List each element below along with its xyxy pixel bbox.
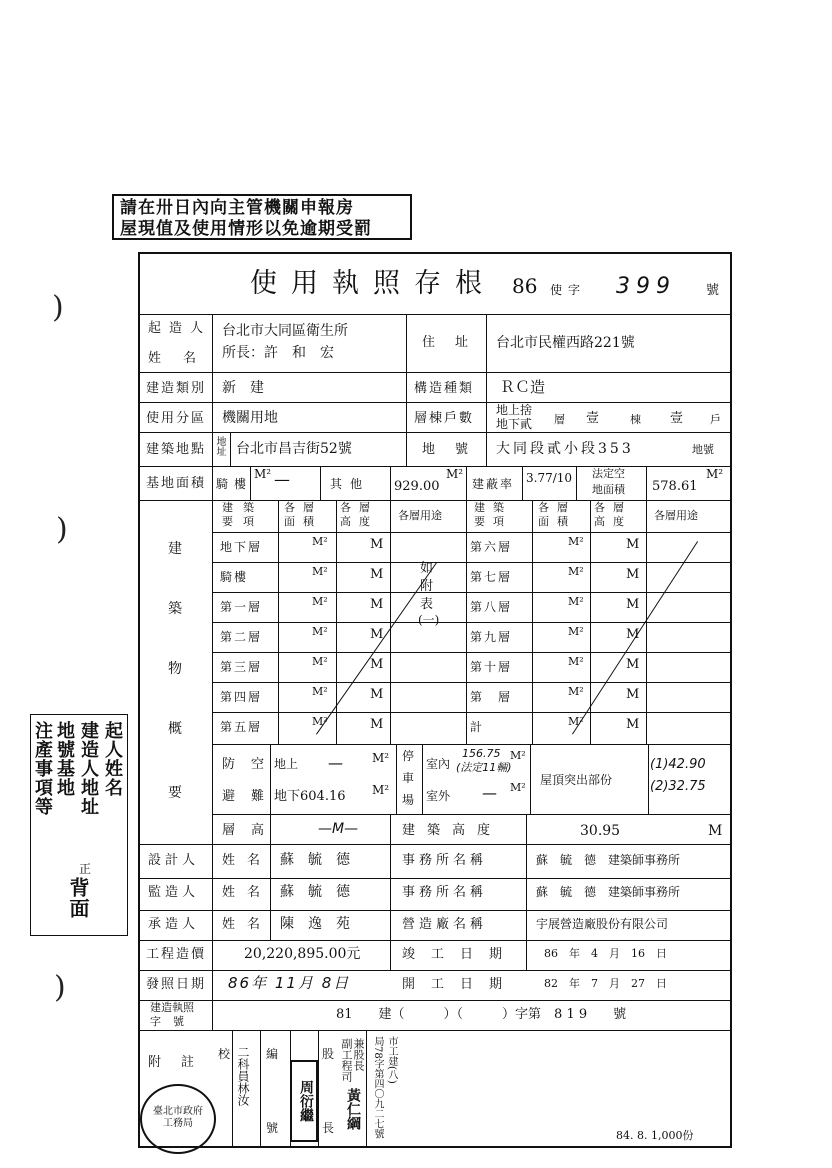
floor-left-height-unit: M [370,687,384,702]
floor-left-label: 第五層 [220,720,263,734]
contractor-name-label: 姓名 [222,917,273,932]
permit-form [138,252,732,1148]
ratio-label: 建蔽率 [472,477,515,491]
zone-label: 使用分區 [146,411,207,426]
floor-left-label: 第三層 [220,660,263,674]
remark-check: 校 [218,1047,231,1061]
height-label: 層高 [222,823,281,838]
arcade-unit: M² [254,467,272,481]
floor-left-height-unit: M [370,597,384,612]
supervisor-office: 蘇 毓 德 建築師事務所 [536,885,681,899]
side-note-back: 背面 [66,877,90,919]
margin-bracket: ) [54,970,66,1005]
floor-left-height-unit: M [370,567,384,582]
owner-name: 台北市大同區衛生所 [222,323,348,339]
start-label: 開工日期 [402,977,519,992]
margin-bracket: ) [56,512,68,547]
use-note-4: (一) [418,613,440,627]
arcade-value: — [274,470,290,489]
floor-right-height-unit: M [626,627,640,642]
structure-label: 構造種類 [414,381,475,396]
deputy-name: 黃仁綱 [345,1088,361,1130]
floor-right-label: 第六層 [470,540,513,554]
owner-label: 起造人 [148,321,212,336]
print-note: 84. 8. 1,000份 [616,1129,694,1142]
floor-left-area-unit: M² [312,685,328,698]
height-value: —M— [318,821,359,837]
seal-stamp [140,1084,216,1154]
parking-label-2: 車 [402,771,415,785]
notice-line-1: 請在卅日內向主管機關申報房 [120,198,354,218]
supervisor-name-label: 姓名 [222,885,273,900]
other-value: 929.00 [394,479,440,494]
lot-label: 地號 [422,442,489,457]
supervisor-label: 監造人 [148,885,200,900]
floor-right-height-unit: M [626,597,640,612]
structure-value: ＲＣ造 [500,378,546,396]
hdr-use: 各層用途 [398,509,442,522]
bldg-section-2: 築 [168,601,182,617]
bldg-count: 壹 [586,411,600,426]
permit-label-2: 字號 [150,1015,196,1028]
hdr-item-2-right: 要項 [474,515,512,528]
owner-name-label: 姓名 [148,351,219,366]
floor-right-label: 第十層 [470,660,513,674]
shelter-above-unit: M² [372,751,390,765]
roof-value-1: (1)42.90 [650,757,706,772]
floor-right-height-unit: M [626,717,640,732]
form-title: 使用執照存根 [250,268,496,299]
floor-right-area-unit: M² [568,655,584,668]
floor-right-label: 第八層 [470,600,513,614]
outdoor-value: — [482,784,497,802]
supervisor-name: 蘇 毓 德 [280,884,350,900]
floors-above: 地上捨 [496,403,533,417]
floor-left-area-unit: M² [312,625,328,638]
deputy-title: 副工程司 [340,1038,353,1082]
permit-year: 86 [512,274,538,298]
floor-right-label: 計 [470,720,485,734]
floor-right-label: 第 層 [470,690,513,704]
shelter-below-unit: M² [372,783,390,797]
floor-left-label: 騎樓 [220,570,249,584]
arcade-label: 騎樓 [216,477,253,491]
floor-right-area-unit: M² [568,685,584,698]
floor-right-area-unit: M² [568,535,584,548]
deputy-code: 局78字第四〇九二七號 [372,1036,383,1139]
permit-value: 81 建（ ）（ ）字第 8 1 9 號 [336,1007,627,1022]
side-note-box [30,714,128,936]
shelter-above-label: 地上 [274,757,299,771]
roof-value-2: (2)32.75 [650,779,706,794]
parking-label-3: 場 [402,793,415,807]
indoor-value: 156.75 [462,747,501,760]
hdr-use-right: 各層用途 [654,509,698,522]
legal-unit: M² [706,467,724,481]
floor-left-height-unit: M [370,537,384,552]
owner-addr-label: 住址 [422,335,489,350]
notice-line-2: 屋現值及使用情形以免逾期受罰 [120,219,372,239]
category-label: 建造類別 [146,381,207,396]
floor-left-area-unit: M² [312,715,328,728]
lot-value: 大同段貳小段353 [496,441,634,457]
done-value: 86 年 4 月 16 日 [544,947,667,960]
designer-name: 蘇 毓 德 [280,852,350,868]
indoor-unit: M² [510,749,526,762]
floors-below: 地下貳 [496,417,533,431]
remark-edit: 編 [266,1047,279,1061]
floor-right-height-unit: M [626,687,640,702]
hdr-area-2: 面積 [284,515,322,528]
margin-bracket: ) [52,290,64,325]
shelter-above-value: — [328,754,343,772]
use-note-1: 如 [420,561,434,576]
permit-suffix: 號 [706,283,720,298]
floor-right-area-unit: M² [568,595,584,608]
other-label: 其他 [330,477,371,491]
floor-left-height-unit: M [370,657,384,672]
hdr-area-2-right: 面積 [538,515,576,528]
indoor-note: (法定11輛) [456,761,512,774]
area-label: 基地面積 [146,476,207,491]
designer-office: 蘇 毓 德 建築師事務所 [536,853,681,867]
outdoor-label: 室外 [426,789,451,803]
side-note-col-4: 注產事項等 [32,721,53,816]
legal-label-1: 法定空 [592,467,625,480]
category-value: 新 建 [222,380,264,396]
permit-number: 399 [616,274,676,299]
other-unit: M² [446,467,464,481]
roof-label: 屋頂突出部份 [540,773,613,787]
remark-number: 號 [266,1121,279,1135]
bldg-word: 棟 [630,413,641,426]
contractor-name: 陳 逸 苑 [280,916,350,932]
bldg-section-3: 物 [168,661,182,677]
floor-left-label: 第四層 [220,690,263,704]
use-note-2: 附 [420,579,434,594]
floor-right-height-unit: M [626,567,640,582]
hdr-height-2-right: 高度 [594,515,632,528]
side-note-col-1: 起人姓名 [102,721,123,797]
done-label: 竣工日期 [402,947,519,962]
hdr-height-1: 各層 [340,501,378,514]
legal-value: 578.61 [652,479,698,494]
total-height-unit: M [708,823,723,839]
legal-label-2: 地面積 [592,483,625,496]
floor-right-height-unit: M [626,657,640,672]
floor-right-area-unit: M² [568,715,584,728]
remark-section: 股 [322,1047,335,1061]
floor-left-height-unit: M [370,627,384,642]
contractor-firm-label: 營造廠名稱 [402,917,488,932]
bldg-section-4: 概 [168,721,182,737]
floor-left-height-unit: M [370,717,384,732]
permit-label-1: 建造執照 [150,1001,194,1014]
issue-label: 發照日期 [146,977,207,992]
hdr-area-1: 各層 [284,501,322,514]
floor-right-label: 第七層 [470,570,513,584]
site-addr-tag: 地址 [214,436,225,456]
contractor-firm: 宇展營造廠股份有限公司 [536,917,669,931]
floor-left-area-unit: M² [312,535,328,548]
deputy-role: 兼股長 [352,1038,365,1071]
floor-right-label: 第九層 [470,630,513,644]
floors-label: 層棟戶數 [414,411,475,426]
hdr-height-1-right: 各層 [594,501,632,514]
owner-addr: 台北市民權西路221號 [496,335,635,351]
floor-left-label: 地下層 [220,540,263,554]
floor-right-height-unit: M [626,537,640,552]
seal-stamp-text: 臺北市政府工務局 [153,1106,203,1129]
bldg-section-5: 要 [168,785,182,801]
floor-left-area-unit: M² [312,655,328,668]
ratio-value: 3.77/10 [526,471,573,485]
total-height-label: 建築高度 [402,823,503,838]
zone-value: 機關用地 [222,410,278,426]
hdr-height-2: 高度 [340,515,378,528]
designer-name-label: 姓名 [222,853,273,868]
outdoor-unit: M² [510,781,526,794]
unit-word: 戶 [710,413,721,426]
shelter-below: 地下604.16 [274,789,346,804]
supervisor-office-label: 事務所名稱 [402,885,488,900]
floor-left-label: 第二層 [220,630,263,644]
hdr-item-1-right: 建築 [474,501,512,514]
floor-left-area-unit: M² [312,595,328,608]
indoor-label: 室內 [426,757,451,771]
remark-chief: 長 [322,1121,335,1135]
hdr-area-1-right: 各層 [538,501,576,514]
review-stamp: 周衍繼 [290,1060,318,1142]
site-addr: 台北市昌吉街52號 [236,441,352,457]
designer-office-label: 事務所名稱 [402,853,488,868]
floor-left-area-unit: M² [312,565,328,578]
total-height-value: 30.95 [580,823,621,839]
side-note-col-3: 地號基地 [54,721,75,797]
parking-label-1: 停 [402,749,415,763]
deputy-office: 市工建(八) [386,1036,397,1084]
cost-label: 工程造價 [146,947,207,962]
remark-check-name: 二科員林汝 [236,1046,250,1106]
use-note-3: 表 [420,597,434,612]
site-label: 建築地點 [146,442,207,457]
notice-box [112,194,412,240]
hdr-item-1: 建築 [222,501,264,514]
shelter-label-1: 防空 [222,757,281,772]
shelter-label-2: 避難 [222,789,281,804]
contractor-label: 承造人 [148,917,200,932]
start-value: 82 年 7 月 27 日 [544,977,667,990]
floor-left-label: 第一層 [220,600,263,614]
designer-label: 設計人 [148,853,200,868]
floor-right-area-unit: M² [568,625,584,638]
lot-suffix: 地號 [692,443,714,456]
cost-value: 20,220,895.00元 [244,946,361,962]
remark-label: 附註 [148,1055,215,1070]
unit-count: 壹 [670,411,684,426]
side-note-mark: 正 [79,862,92,876]
floor-right-area-unit: M² [568,565,584,578]
floor-word: 層 [554,413,565,426]
bldg-section-1: 建 [168,541,182,557]
hdr-item-2: 要項 [222,515,264,528]
side-note-col-2: 建造人地址 [78,721,99,816]
issue-value: 86年 11月 8日 [228,974,351,992]
owner-chief: 所長：許 和 宏 [222,345,334,361]
permit-word: 使字 [550,283,587,297]
